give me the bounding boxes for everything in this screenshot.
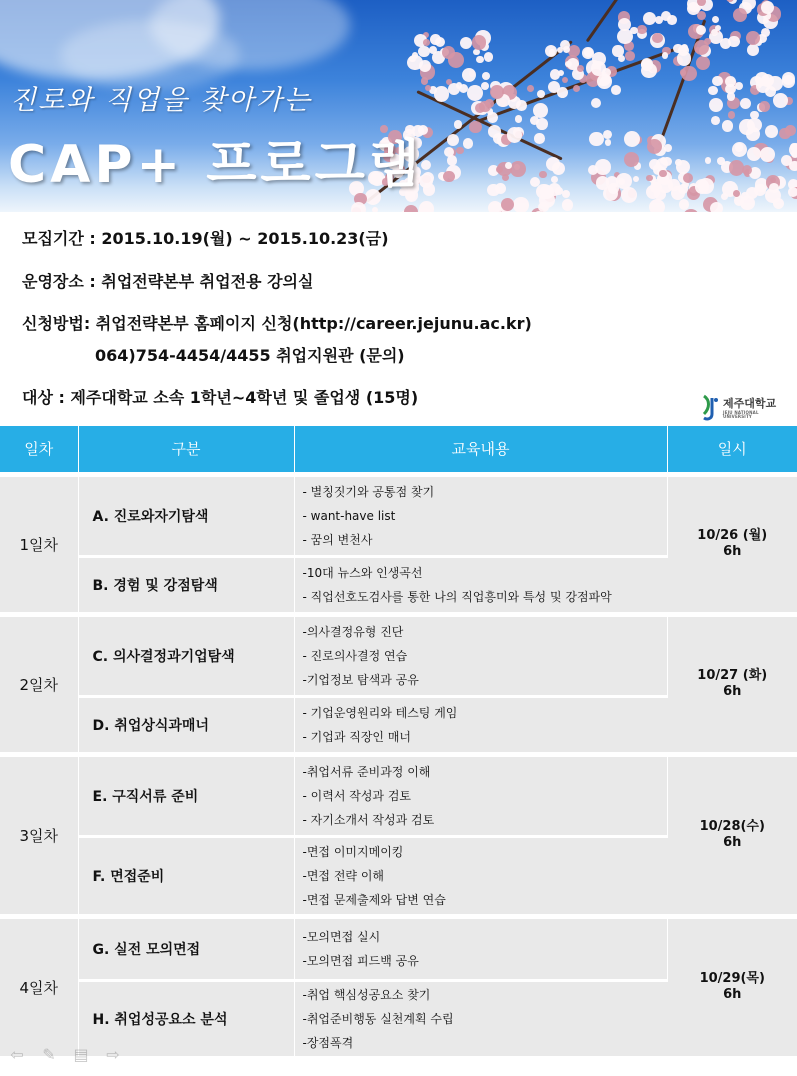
category-cell: B. 경험 및 강점탐색 — [78, 556, 294, 614]
date-cell — [667, 614, 797, 754]
info-period: 모집기간 : 2015.10.19(월) ~ 2015.10.23(금) — [22, 229, 389, 248]
header-content: 교육내용 — [294, 426, 667, 474]
info-contact: 064)754-4454/4455 취업지원관 (문의) — [95, 346, 405, 365]
content-item: -면접 이미지메이킹 — [302, 844, 404, 859]
content-cell — [294, 556, 667, 614]
content-item: - 기업운영원리와 테스팅 게임 — [302, 705, 458, 720]
content-cell — [294, 696, 667, 754]
university-logo — [700, 393, 784, 423]
content-item: -장점폭격 — [302, 1035, 354, 1050]
content-cell — [294, 754, 667, 836]
pen-icon[interactable]: ✎ — [42, 1045, 56, 1064]
day-cell: 4일차 — [0, 916, 78, 1056]
category-cell: H. 취업성공요소 분석 — [78, 980, 294, 1056]
day-cell: 3일차 — [0, 754, 78, 916]
content-item: -의사결정유형 진단 — [302, 624, 404, 639]
content-cell — [294, 836, 667, 916]
content-item: - 자기소개서 작성과 검토 — [302, 812, 435, 827]
slide-navigation — [4, 1045, 126, 1064]
category-cell: A. 진로와자기탐색 — [78, 474, 294, 556]
content-item: - 기업과 직장인 매너 — [302, 729, 412, 744]
university-logo-subname: JEJU NATIONAL UNIVERSITY — [723, 409, 759, 419]
content-item: -모의면접 실시 — [302, 929, 381, 944]
content-item: - 꿈의 변천사 — [302, 532, 373, 547]
header-banner — [0, 0, 797, 212]
content-item: -10대 뉴스와 인생곡선 — [302, 565, 423, 580]
content-item: -취업준비행동 실천계획 수립 — [302, 1011, 454, 1026]
schedule-table — [0, 426, 797, 1056]
table-row — [0, 614, 797, 696]
content-item: - 직업선호도검사를 통한 나의 직업흥미와 특성 및 강점파악 — [302, 589, 612, 604]
university-emblem-icon — [700, 394, 720, 422]
content-item: -기업정보 탐색과 공유 — [302, 672, 419, 687]
header-category: 구분 — [78, 426, 294, 474]
arrow-right-icon[interactable]: ⇨ — [106, 1045, 120, 1064]
content-item: - 이력서 작성과 검토 — [302, 788, 412, 803]
date-text: 10/29(목) — [699, 971, 765, 987]
date-cell — [667, 754, 797, 916]
category-cell: F. 면접준비 — [78, 836, 294, 916]
date-text: 10/27 (화) — [697, 668, 768, 683]
header-day: 일차 — [0, 426, 78, 474]
content-item: - 별칭짓기와 공통점 찾기 — [302, 484, 435, 499]
hours-text: 6h — [723, 835, 742, 850]
category-cell: E. 구직서류 준비 — [78, 754, 294, 836]
day-cell: 2일차 — [0, 614, 78, 754]
content-item: -취업서류 준비과정 이해 — [302, 764, 431, 779]
table-row — [0, 754, 797, 836]
menu-icon[interactable]: ▤ — [73, 1045, 89, 1064]
content-cell — [294, 980, 667, 1056]
content-item: -면접 전략 이해 — [302, 868, 385, 883]
content-item: - want-have list — [302, 508, 396, 523]
banner-title: CAP+ 프로그램 — [8, 135, 424, 195]
hours-text: 6h — [723, 544, 742, 559]
content-cell — [294, 614, 667, 696]
header-datetime: 일시 — [667, 426, 797, 474]
day-cell: 1일차 — [0, 474, 78, 614]
table-row — [0, 474, 797, 556]
info-target: 대상 : 제주대학교 소속 1학년~4학년 및 졸업생 (15명) — [22, 388, 419, 407]
category-cell: G. 실전 모의면접 — [78, 916, 294, 980]
hours-text: 6h — [723, 684, 742, 699]
content-cell — [294, 474, 667, 556]
category-cell: D. 취업상식과매너 — [78, 696, 294, 754]
date-cell — [667, 474, 797, 614]
arrow-left-icon[interactable]: ⇦ — [10, 1045, 24, 1064]
banner-subtitle: 진로와 직업을 찾아가는 — [10, 85, 312, 116]
date-text: 10/26 (월) — [697, 528, 768, 543]
hours-text: 6h — [723, 987, 742, 1003]
date-text: 10/28(수) — [699, 819, 765, 834]
info-place: 운영장소 : 취업전략본부 취업전용 강의실 — [22, 272, 314, 291]
content-cell — [294, 916, 667, 980]
content-item: -취업 핵심성공요소 찾기 — [302, 987, 431, 1002]
content-item: -면접 문제출제와 답변 연습 — [302, 892, 446, 907]
category-cell: C. 의사결정과기업탐색 — [78, 614, 294, 696]
table-header-row — [0, 426, 797, 474]
content-item: -모의면접 피드백 공유 — [302, 953, 419, 968]
date-cell — [667, 916, 797, 1056]
university-logo-name: 제주대학교 — [723, 396, 777, 410]
table-row — [0, 916, 797, 980]
info-method: 신청방법: 취업전략본부 홈페이지 신청(http://career.jejunu.ac.kr) — [22, 314, 532, 333]
content-item: - 진로의사결정 연습 — [302, 648, 408, 663]
